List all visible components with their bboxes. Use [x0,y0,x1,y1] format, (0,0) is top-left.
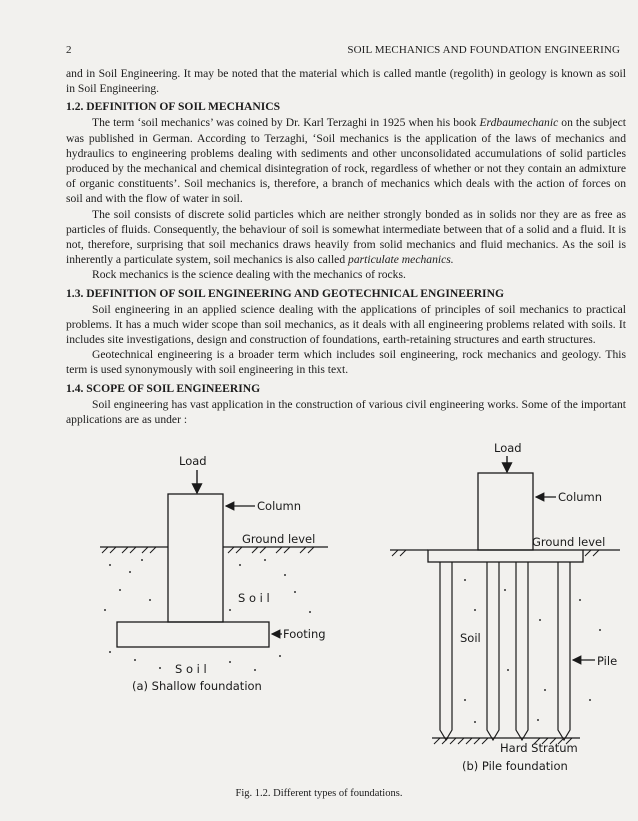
foundation-diagrams [80,440,632,790]
pile-load-label: Load [494,441,522,455]
book-title: Erdbaumechanic [479,116,559,130]
pile-label: Pile [597,654,618,668]
shallow-ground-level-label: Ground level [242,532,316,546]
intro-paragraph: and in Soil Engineering. It may be noted that the material which is called mantle (regolith) in geology is known as soil in Soil Engineering. [66,67,626,96]
hard-stratum-label: Hard Stratum [500,741,578,755]
shallow-column-label: Column [257,499,302,513]
foundation-figure [80,440,632,790]
pile-ground-hatching [392,550,599,556]
pile-caption: (b) Pile foundation [462,759,568,773]
shallow-soil-upper-label: S o i l [238,591,270,605]
section-1-2-heading: 1.2. DEFINITION OF SOIL MECHANICS [66,100,281,114]
page-body [66,66,626,427]
shallow-column [168,494,223,622]
shallow-soil-lower-label: S o i l [175,662,207,676]
shallow-caption: (a) Shallow foundation [132,679,262,693]
section-1-3-heading: 1.3. DEFINITION OF SOIL ENGINEERING AND GEOTECHNICAL ENGINEERING [66,286,504,300]
pile-soil-stipple [464,579,601,723]
particulate-mechanics-term: particulate mechanics. [348,253,454,267]
pile-foundation-diagram [390,441,620,773]
figure-caption: Fig. 1.2. Different types of foundations. [235,788,403,799]
shallow-ground-hatching [102,547,314,553]
pile-soil-label: Soil [460,631,481,645]
shallow-footing [117,622,269,647]
section-1-3-paragraph-2: Geotechnical engineering is a broader term which includes soil engineering, rock mechanics and geology. This term is used synonymously with soil engineering in this text. [66,348,626,377]
section-1-2-paragraph-2: The soil consists of discrete solid particles which are neither strongly bonded as in solids nor they are as free as particles of fluids. Consequently, the behaviour of soil is somewhat intermediate between that of a solid and a fluid. It is not, therefore, surprising that soil mechanics draws heavily from solid mechanics and fluid mechanics. As the soil is inherently a particulate system, soil mechanics is also called particulate mechanics. [66,207,626,267]
shallow-soil-stipple [104,559,311,671]
page-number: 2 [66,44,72,56]
pile-ground-level-label: Ground level [532,535,606,549]
section-1-3-paragraph-1: Soil engineering in an applied science dealing with the applications of principles of soil mechanics to practical problems. It has a much wider scope than soil mechanics, as it deals with all engineering problems related with soils. It includes site investigations, design and construction of foundations, earth-retaining structures and earth structures. [66,302,626,347]
section-1-2-paragraph-1: The term ‘soil mechanics’ was coined by Dr. Karl Terzaghi in 1925 when his book Erdbaumechanic on the subject was published in German. According to Terzaghi, ‘Soil mechanics is the application of the laws of mechanics and hydraulics to engineering problems dealing with sediments and other unconsolidated accumulations of solid particles produced by the mechanical and chemical disintegration of rock, regardless of whether or not they contain an admixture of organic constituents’. Soil mechanics is, therefore, a branch of mechanics which deals with the action of forces on soil and with the flow of water in soil. [66,116,626,206]
pile-column-label: Column [558,490,603,504]
pile-shafts [440,562,570,740]
shallow-foundation-diagram [100,454,328,693]
section-1-4-heading: 1.4. SCOPE OF SOIL ENGINEERING [66,381,261,395]
pile-column [478,473,533,550]
pile-cap [428,550,583,562]
section-1-4-paragraph-1: Soil engineering has vast application in the construction of various civil engineering works. Some of the important applications are as under : [66,397,626,426]
section-1-2-paragraph-3: Rock mechanics is the science dealing with the mechanics of rocks. [92,268,406,282]
running-title: SOIL MECHANICS AND FOUNDATION ENGINEERING [347,44,620,56]
shallow-load-label: Load [179,454,207,468]
shallow-footing-label: Footing [283,627,326,641]
